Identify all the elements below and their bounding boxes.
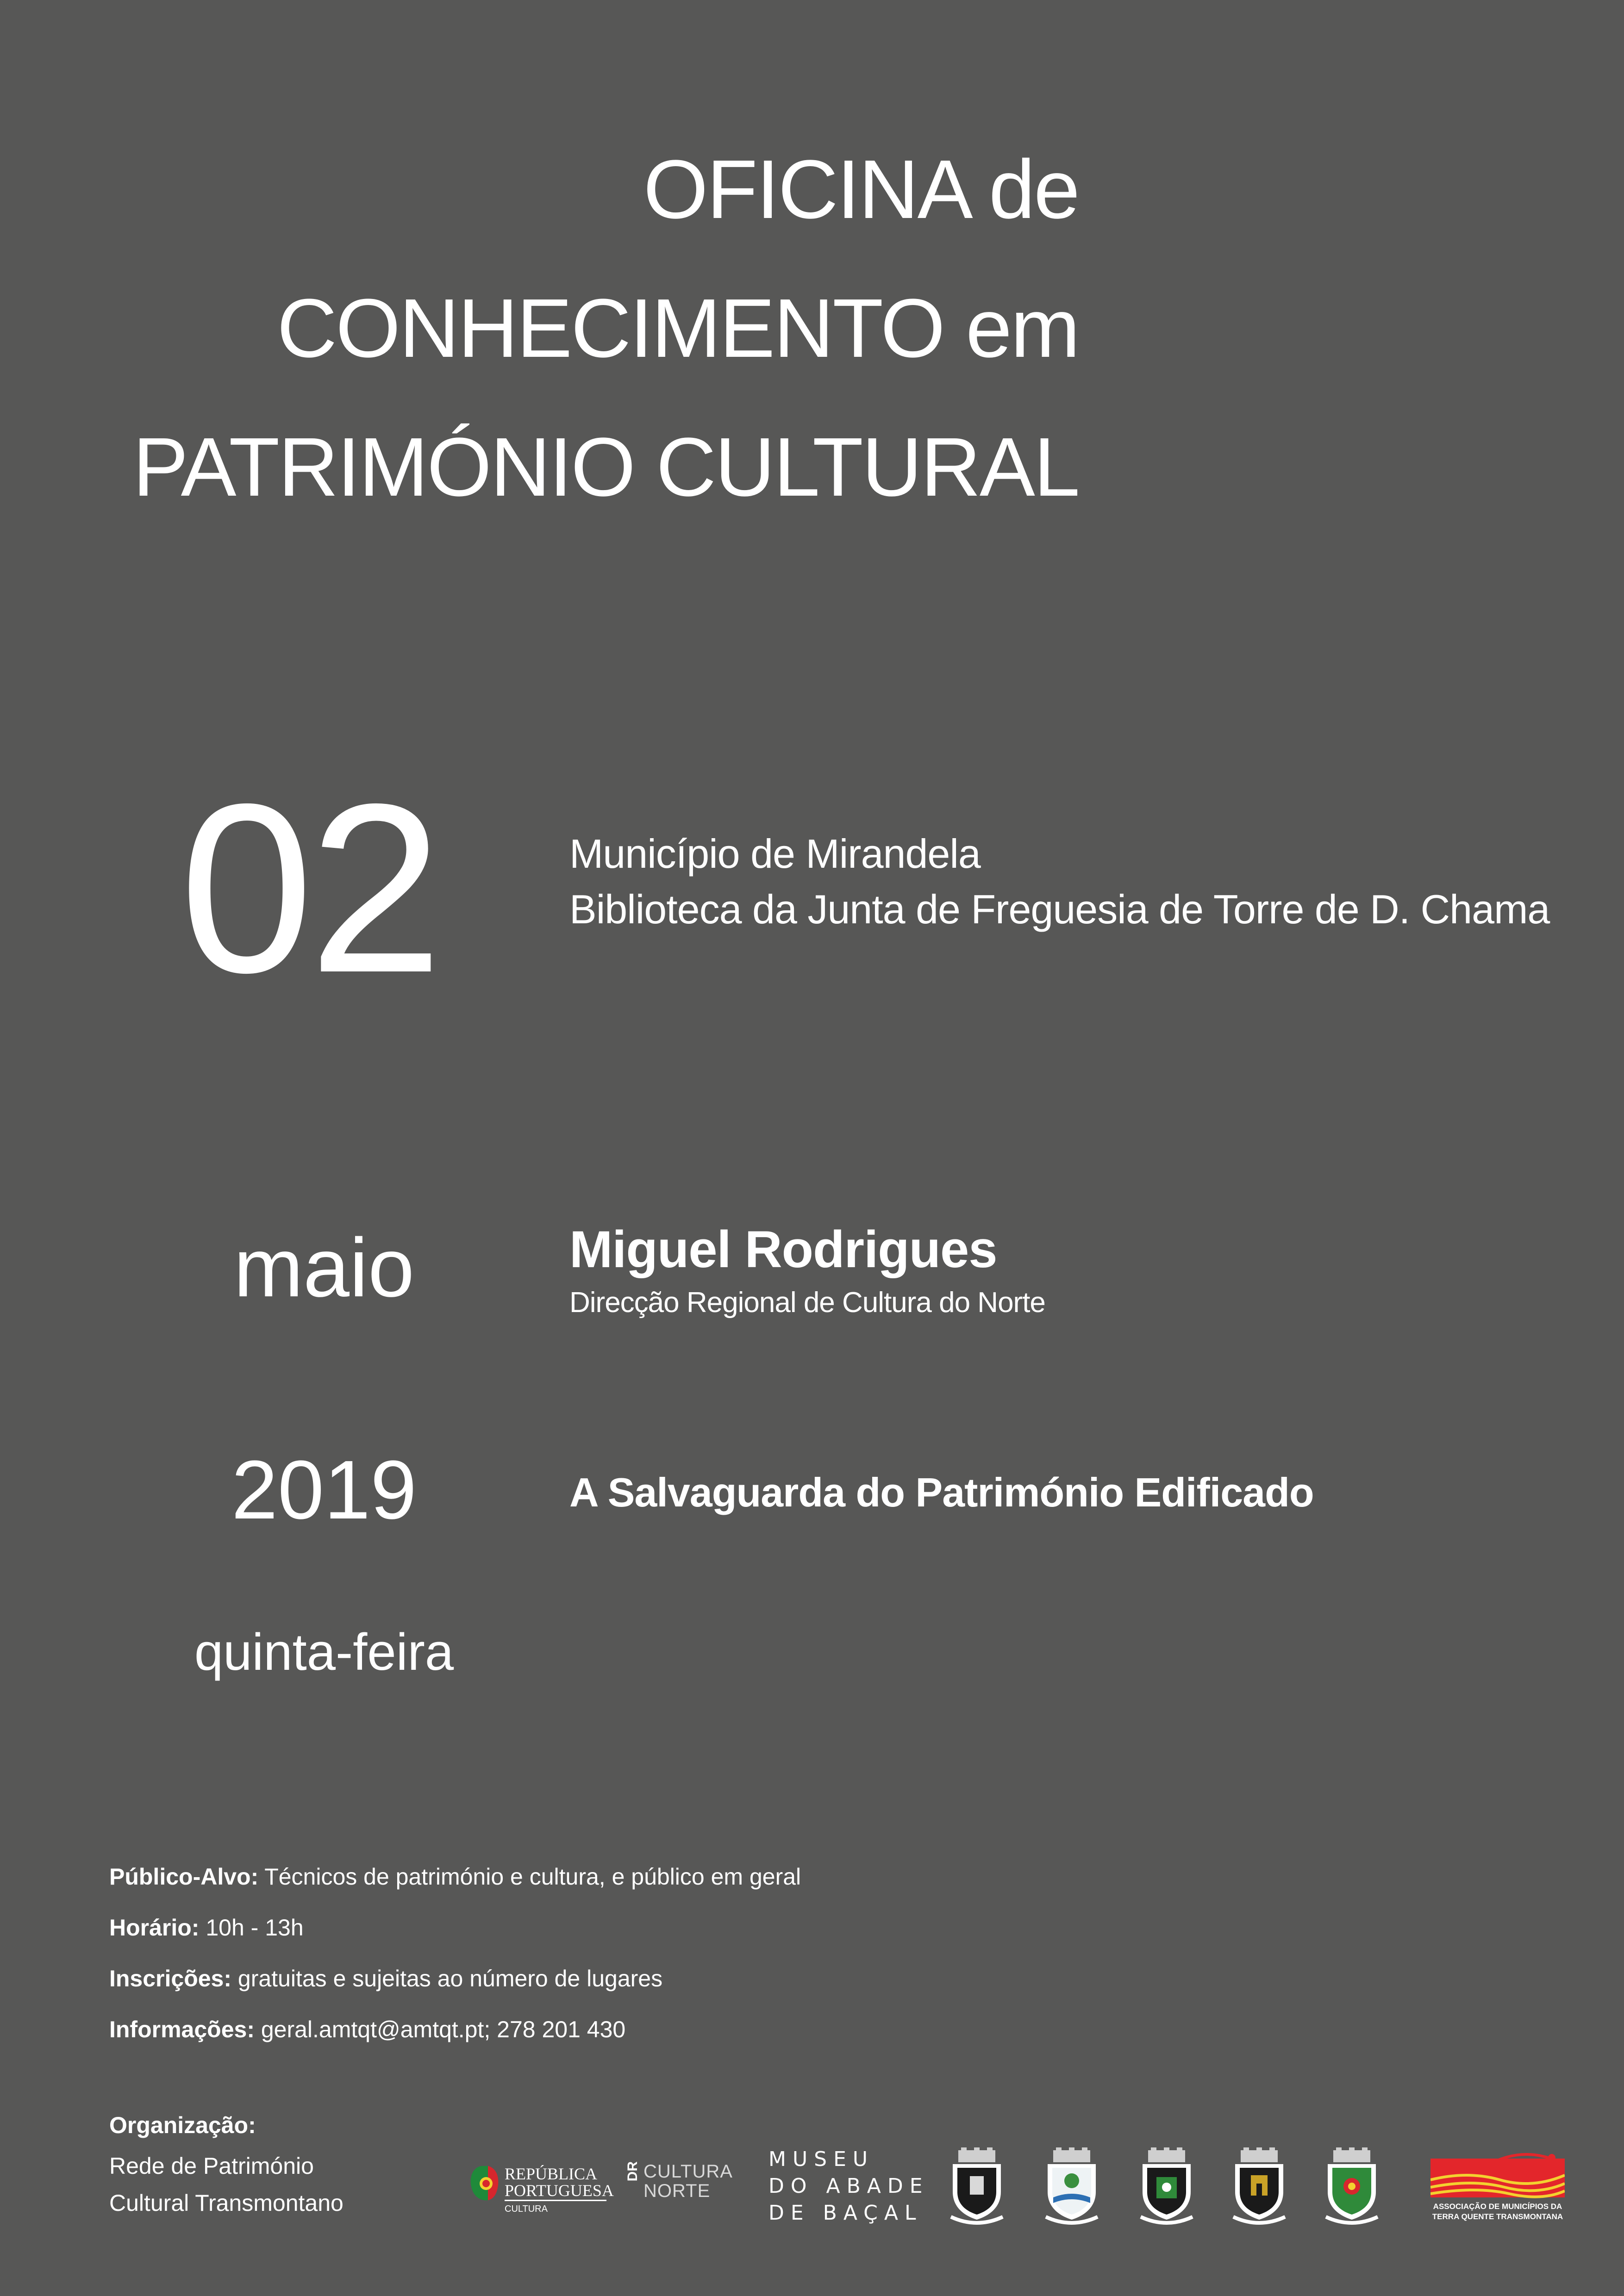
portugal-emblem-icon: [468, 2161, 500, 2203]
info-value: geral.amtqt@amtqt.pt; 278 201 430: [254, 2016, 626, 2042]
talk-title: A Salvaguarda do Património Edificado: [569, 1469, 1314, 1515]
info-label: Inscrições:: [109, 1966, 232, 1991]
municipal-crest-4-icon: [1227, 2147, 1292, 2226]
drc-norte-line-1: CULTURA: [643, 2161, 733, 2182]
info-value: gratuitas e sujeitas ao número de lugares: [231, 1966, 663, 1991]
municipal-crest-2-icon: [1039, 2147, 1104, 2226]
title-line-1: OFICINA de: [643, 143, 1079, 236]
republica-portuguesa-logo: [468, 2147, 614, 2226]
title-line-3: PATRIMÓNIO CULTURAL: [132, 421, 1079, 514]
drc-norte-logo: [625, 2147, 741, 2226]
info-label: Informações:: [109, 2016, 255, 2042]
info-value: 10h - 13h: [199, 1915, 304, 1941]
info-row-contacts: [109, 2004, 801, 2055]
organization-line-1: Rede de Património: [109, 2153, 314, 2179]
info-block: [109, 1851, 801, 2055]
speaker-name: Miguel Rodrigues: [569, 1220, 997, 1278]
amtqt-emblem-icon: [1430, 2152, 1565, 2198]
event-year: 2019: [231, 1444, 417, 1537]
museu-line-3: DE BAÇAL: [768, 2201, 923, 2225]
venue-line-1: Município de Mirandela: [569, 831, 981, 877]
speaker-organization: Direcção Regional de Cultura do Norte: [569, 1287, 1045, 1319]
republica-line-2: PORTUGUESA: [505, 2181, 614, 2200]
amtqt-caption-1: ASSOCIAÇÃO DE MUNICÍPIOS DA: [1433, 2202, 1562, 2211]
info-label: Público-Alvo:: [109, 1864, 259, 1890]
info-value: Técnicos de património e cultura, e público em geral: [258, 1864, 801, 1890]
event-weekday: quinta-feira: [194, 1623, 454, 1681]
organization-block: [109, 2103, 344, 2221]
museu-abade-bacal-logo: [768, 2147, 929, 2226]
partner-logos: [468, 2147, 1569, 2226]
info-label: Horário:: [109, 1915, 200, 1941]
municipal-crest-3-icon: [1134, 2147, 1199, 2226]
event-day: 02: [180, 754, 438, 1023]
amtqt-caption-2: TERRA QUENTE TRANSMONTANA: [1432, 2212, 1563, 2221]
venue: [569, 826, 1549, 937]
organization-heading: Organização:: [109, 2112, 256, 2138]
museu-line-2: DO ABADE: [768, 2174, 929, 2198]
municipal-crest-1-icon: [944, 2147, 1009, 2226]
organization-line-2: Cultural Transmontano: [109, 2190, 344, 2216]
museu-line-1: MUSEU: [768, 2147, 874, 2171]
drc-norte-dr: DR: [625, 2161, 640, 2182]
info-row-audience: [109, 1851, 801, 1902]
republica-line-3: CULTURA: [505, 2204, 548, 2214]
venue-line-2: Biblioteca da Junta de Freguesia de Torre de D. Chama: [569, 886, 1550, 932]
drc-norte-line-2: NORTE: [643, 2181, 711, 2201]
republica-divider: [505, 2200, 606, 2201]
page-title: [133, 120, 1079, 537]
municipal-crest-5-icon: [1319, 2147, 1384, 2226]
republica-line-1: REPÚBLICA: [505, 2165, 598, 2183]
title-line-2: CONHECIMENTO em: [277, 282, 1079, 375]
info-row-schedule: [109, 1902, 801, 1953]
event-month: maio: [233, 1221, 415, 1314]
info-row-registration: [109, 1953, 801, 2004]
amtqt-logo: [1426, 2147, 1569, 2226]
